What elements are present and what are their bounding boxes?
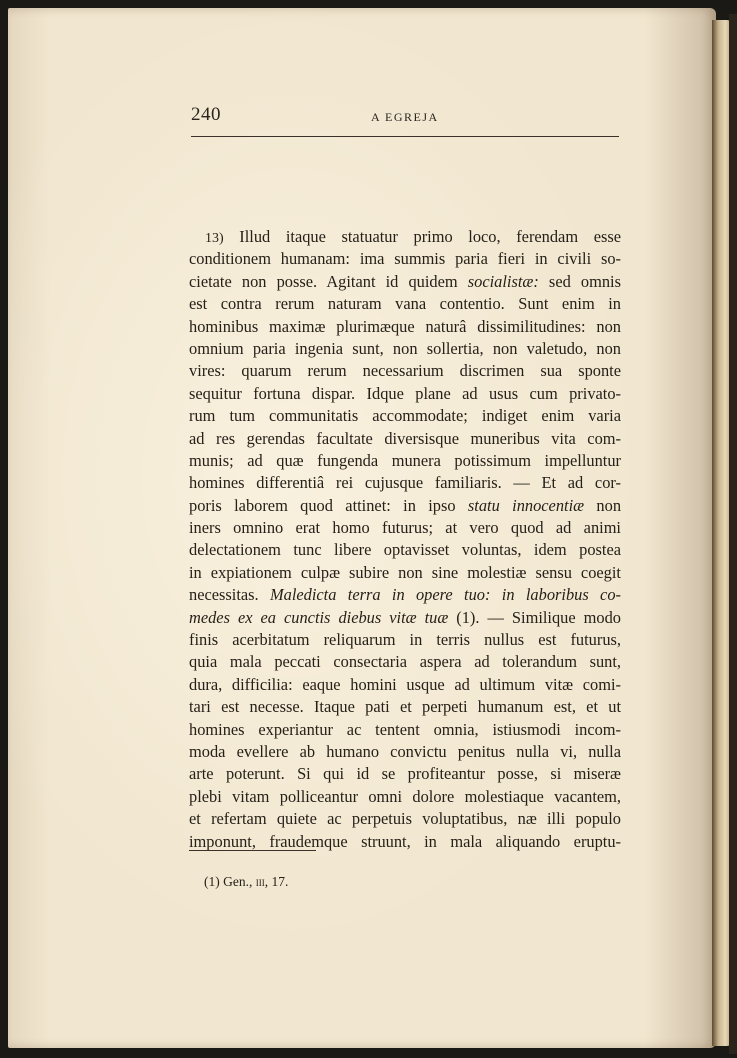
text-line: 13) Illud itaque statuatur primo loco, ferendam esse — [205, 227, 621, 246]
text-line: in expiationem culpæ subire non sine molestiæ sensu coegit — [189, 562, 621, 582]
text-line: necessitas. Maledicta terra in opere tuo: in laboribus co- — [189, 585, 621, 605]
text-line: est contra rerum naturam vana contentio. Sunt enim in — [189, 294, 621, 314]
text-line: ad res gerendas facultate diversisque muneribus vita com- — [189, 428, 621, 448]
text-line: et refertam quiete ac perpetuis voluptatibus, næ illi populo — [189, 809, 621, 829]
text-line: poris laborem quod attinet: in ipso statu innocentiæ non — [189, 495, 622, 515]
page-header — [191, 104, 619, 130]
body-paragraph — [189, 226, 621, 853]
paragraph-number: 13) — [205, 231, 224, 246]
text-line: plebi vitam polliceantur omni dolore molestiaque vacantem, — [189, 786, 621, 806]
book-spine-shadow — [729, 14, 737, 1054]
running-head: A EGREJA — [371, 110, 439, 124]
text-line: homines experiantur ac tentent omnia, istiusmodi incom- — [189, 719, 621, 739]
text-line: moda evellere ab humano convictu penitus nulla vi, nulla — [189, 741, 621, 761]
text-line: conditionem humanam: ima summis paria fieri in civili so- — [189, 249, 621, 269]
text-line: medes ex ea cunctis diebus vitæ tuæ (1). — Similique modo — [189, 607, 621, 627]
text-line: dura, difficilia: eaque homini usque ad ultimum vitæ comi- — [189, 674, 621, 694]
text-line: munis; ad quæ fungenda munera potissimum impelluntur — [189, 450, 621, 470]
footnote-rule — [189, 850, 316, 851]
text-line: homines differentiâ rei cujusque familiaris. — Et ad cor- — [189, 473, 621, 493]
italic-quotation: Maledicta terra in opere tuo: in laboribus co- — [269, 585, 621, 605]
text-line: quia mala peccati consectaria aspera ad tolerandum sunt, — [189, 652, 621, 672]
footnote-chapter: iii — [255, 874, 265, 889]
text-line: vires: quarum rerum necessarium discrimen sua sponte — [189, 361, 621, 381]
text-line: sequitur fortuna dispar. Idque plane ad usus cum privato- — [189, 383, 621, 403]
text-line: imponunt, fraudemque struunt, in mala aliquando eruptu- — [189, 831, 621, 851]
text-line: iners omnino erat homo futurus; at vero quod ad animi — [189, 518, 621, 538]
footnote: (1) Gen., iii, 17. — [204, 874, 289, 889]
footnote-marker: (1) — [204, 874, 220, 889]
text-line: hominibus maximæ plurimæque naturâ dissimilitudines: non — [189, 316, 621, 336]
text-line: delectationem tunc libere optavisset voluntas, idem postea — [189, 540, 621, 560]
text-line: omnium paria ingenia sunt, non sollertia, non valetudo, non — [189, 338, 621, 358]
text-line: arte poterunt. Si qui id se profiteantur posse, si miseræ — [189, 764, 621, 784]
text-line: rum tum communitatis accommodate; indiget enim varia — [189, 406, 621, 426]
page-number: 240 — [191, 104, 221, 125]
text-line: cietate non posse. Agitant id quidem socialistæ: sed omnis — [189, 271, 621, 291]
text-line: tari est necesse. Itaque pati et perpeti humanum est, et ut — [189, 697, 621, 717]
italic-term: socialistæ: — [467, 271, 539, 291]
italic-quotation: medes ex ea cunctis diebus vitæ tuæ — [189, 607, 449, 627]
text-line: finis acerbitatum reliquarum in terris nullus est futurus, — [189, 630, 621, 650]
italic-term: statu innocentiæ — [467, 495, 585, 515]
header-rule — [191, 136, 619, 137]
